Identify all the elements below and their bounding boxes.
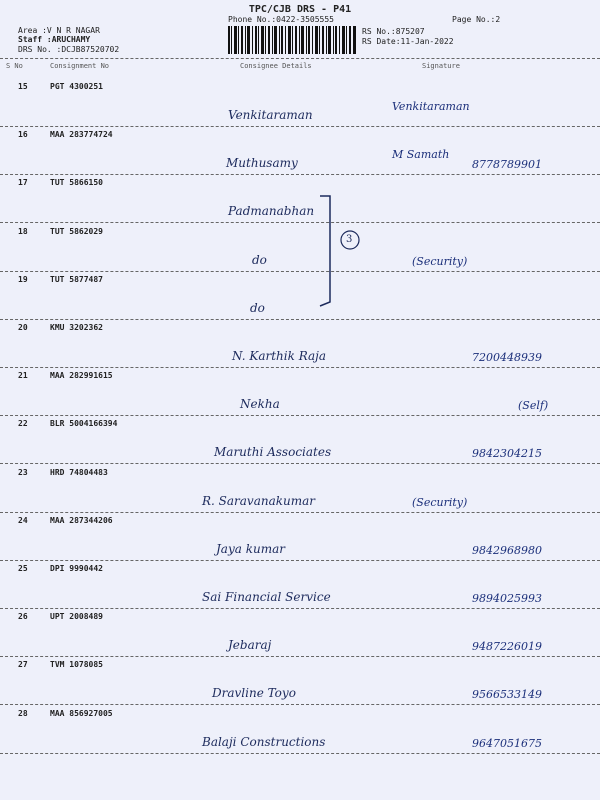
row-divider xyxy=(0,174,600,175)
rs-date: RS Date:11-Jan-2022 xyxy=(362,37,454,46)
signature-note: (Security) xyxy=(412,495,468,509)
row-divider xyxy=(0,512,600,513)
signature-note: 9487226019 xyxy=(472,640,542,654)
area-label: Area :V N R NAGAR xyxy=(18,26,100,35)
row-consignment: TUT 5862029 xyxy=(50,226,103,236)
row-consignment: BLR 5004166394 xyxy=(50,419,118,429)
row-sno: 23 xyxy=(18,467,28,477)
consignee-name: Venkitaraman xyxy=(228,108,313,122)
row-sno: 16 xyxy=(18,130,28,140)
col-sno: S No xyxy=(6,62,23,70)
signature-note: 9894025993 xyxy=(472,592,542,605)
phone-number: Phone No.:0422-3505555 xyxy=(228,15,334,24)
row-divider xyxy=(0,415,600,416)
signature-note: 7200448939 xyxy=(472,351,542,364)
consignee-name: Muthusamy xyxy=(226,156,298,171)
row-consignment: PGT 4300251 xyxy=(50,82,103,91)
drs-number: DRS No. :DCJB87520702 xyxy=(18,45,120,54)
row-divider xyxy=(0,319,600,320)
row-sno: 15 xyxy=(18,82,28,91)
consignee-name: do xyxy=(250,300,265,315)
consignee-name: Jaya kumar xyxy=(216,541,285,556)
signature: M Samath xyxy=(392,148,450,162)
signature-note: 9842304215 xyxy=(472,447,542,461)
row-consignment: MAA 282991615 xyxy=(50,371,113,381)
row-consignment: HRD 74804483 xyxy=(50,467,108,477)
col-consignment: Consignment No xyxy=(50,62,110,70)
bracket-number: 3 xyxy=(346,234,353,245)
row-divider xyxy=(0,753,600,754)
signature-note: 9842968980 xyxy=(472,543,542,557)
consignee-name: Balaji Constructions xyxy=(202,734,326,749)
row-consignment: UPT 2008489 xyxy=(50,612,103,622)
rs-number: RS No.:875207 xyxy=(362,27,425,36)
consignee-name: Dravline Toyo xyxy=(212,686,296,701)
page-number: Page No.:2 xyxy=(452,15,501,24)
row-sno: 26 xyxy=(18,612,28,622)
row-consignment: TUT 5866150 xyxy=(50,178,103,188)
consignee-name: Padmanabhan xyxy=(228,204,315,219)
row-divider xyxy=(0,608,600,609)
signature-note: (Self) xyxy=(518,399,549,413)
row-sno: 25 xyxy=(18,564,28,573)
consignee-name: Maruthi Associates xyxy=(214,445,332,460)
row-sno: 27 xyxy=(18,660,28,670)
row-consignment: MAA 287344206 xyxy=(50,515,113,525)
row-divider xyxy=(0,656,600,657)
signature-note: (Security) xyxy=(412,254,468,268)
col-signature: Signature xyxy=(422,62,460,70)
consignee-name: N. Karthik Raja xyxy=(232,349,327,363)
row-sno: 28 xyxy=(18,708,28,718)
row-consignment: MAA 283774724 xyxy=(50,130,113,140)
staff-label: Staff :ARUCHAMY xyxy=(18,35,91,44)
consignee-name: Sai Financial Service xyxy=(202,590,331,604)
row-consignment: DPI 9990442 xyxy=(50,564,103,573)
col-consignee: Consignee Details xyxy=(240,62,312,70)
consignee-name: R. Saravanakumar xyxy=(202,493,316,508)
row-divider xyxy=(0,126,600,127)
group-bracket xyxy=(316,192,366,312)
row-consignment: TUT 5877487 xyxy=(50,274,103,284)
signature-note: 9647051675 xyxy=(472,736,542,750)
row-sno: 17 xyxy=(18,178,28,188)
signature-note: 8778789901 xyxy=(472,158,542,172)
consignee-name: Nekha xyxy=(240,397,280,412)
consignee-name: Jebaraj xyxy=(228,638,272,653)
row-sno: 18 xyxy=(18,226,28,236)
row-sno: 22 xyxy=(18,419,28,429)
row-divider xyxy=(0,367,600,368)
row-sno: 20 xyxy=(18,323,28,332)
barcode xyxy=(228,26,356,54)
signature-note: 9566533149 xyxy=(472,688,542,702)
row-divider xyxy=(0,463,600,464)
row-sno: 21 xyxy=(18,371,28,381)
row-divider xyxy=(0,222,600,223)
row-sno: 19 xyxy=(18,274,28,284)
signature: Venkitaraman xyxy=(392,100,470,113)
row-sno: 24 xyxy=(18,515,28,525)
row-consignment: MAA 856927005 xyxy=(50,708,113,718)
document-title: TPC/CJB DRS - P41 xyxy=(248,4,352,15)
row-divider xyxy=(0,704,600,705)
header-divider xyxy=(0,58,600,59)
row-consignment: TVM 1078085 xyxy=(50,660,103,670)
row-divider xyxy=(0,271,600,272)
row-divider xyxy=(0,560,600,561)
row-consignment: KMU 3202362 xyxy=(50,323,103,332)
consignee-name: do xyxy=(252,252,267,267)
